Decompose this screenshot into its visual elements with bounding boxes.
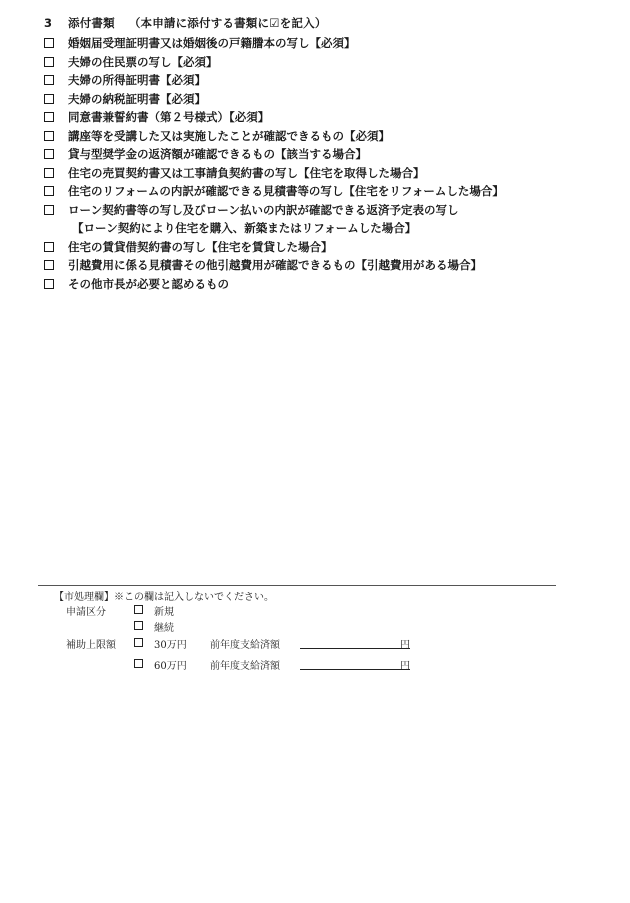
checklist-item-label: 婚姻届受理証明書又は婚姻後の戸籍謄本の写し【必須】 [68,36,356,50]
option-continue: 継続 [154,623,174,634]
checklist-item [44,238,604,257]
checkbox[interactable] [134,621,143,630]
amount-field[interactable] [300,669,410,670]
application-type-label: 申請区分 [66,607,106,618]
checkbox[interactable] [44,112,54,122]
checklist-item-label: 夫婦の住民票の写し【必須】 [68,54,218,69]
checkbox[interactable] [44,131,54,141]
divider-line [38,585,556,586]
option-30man: 30万円 [154,640,187,651]
option-60man: 60万円 [154,661,187,672]
checklist-item-label: 住宅の売買契約書又は工事請負契約書の写し【住宅を取得した場合】 [68,165,425,180]
checklist-item-label: 引越費用に係る見積書その他引越費用が確認できるもの【引越費用がある場合】 [68,258,482,272]
amount-field[interactable] [300,648,410,649]
checkbox[interactable] [44,75,54,85]
checklist-item-label: 夫婦の所得証明書【必須】 [68,73,206,87]
checkbox[interactable] [44,186,54,196]
prior-year-paid-label: 前年度支給済額 [210,661,280,672]
checklist-item [44,256,604,275]
checkbox[interactable] [44,205,54,215]
checkbox[interactable] [134,659,143,668]
checklist-item [44,108,604,127]
checkbox[interactable] [134,605,143,614]
checklist-subnote [44,219,604,238]
checkbox[interactable] [134,638,143,647]
checkbox[interactable] [44,260,54,270]
checklist-item [44,127,604,146]
subsidy-limit-label: 補助上限額 [66,640,116,651]
office-use-note: 【市処理欄】※この欄は記入しないでください。 [54,592,274,603]
yen-unit: 円 [400,661,410,672]
checklist-item-label: 貸与型奨学金の返済額が確認できるもの【該当する場合】 [68,147,367,161]
checkbox[interactable] [44,94,54,104]
checklist-item-label: 住宅の賃貸借契約書の写し【住宅を賃貸した場合】 [68,239,333,254]
checklist-item-label: 【ローン契約により住宅を購入、新築またはリフォームした場合】 [72,221,417,235]
prior-year-paid-label: 前年度支給済額 [210,640,280,651]
checklist-item-label: 夫婦の納税証明書【必須】 [68,91,206,106]
yen-unit: 円 [400,640,410,651]
attachment-checklist [44,34,604,293]
checkbox[interactable] [44,242,54,252]
checklist-item-label: 同意書兼誓約書（第２号様式）【必須】 [68,110,270,124]
checklist-item [44,145,604,164]
checklist-item-label: 講座等を受講した又は実施したことが確認できるもの【必須】 [68,128,390,143]
checklist-item [44,182,604,201]
checkbox[interactable] [44,38,54,48]
checklist-item-label: 住宅のリフォームの内訳が確認できる見積書等の写し【住宅をリフォームした場合】 [68,184,504,198]
checklist-item [44,275,604,294]
checkbox[interactable] [44,279,54,289]
checklist-item [44,34,604,53]
checkbox[interactable] [44,168,54,178]
checklist-item [44,201,604,220]
checklist-item-label: その他市長が必要と認めるもの [68,276,229,291]
section-note: （本申請に添付する書類に☑を記入） [128,16,327,30]
checkbox[interactable] [44,149,54,159]
section-number: 3 [44,16,53,30]
checklist-item-label: ローン契約書等の写し及びローン払いの内訳が確認できる返済予定表の写し [68,202,459,217]
checkbox[interactable] [44,57,54,67]
option-new: 新規 [154,607,174,618]
section-title: 添付書類 [68,16,115,30]
checklist-item [44,53,604,72]
section-heading [44,15,327,31]
checklist-item [44,164,604,183]
checklist-item [44,90,604,109]
checklist-item [44,71,604,90]
